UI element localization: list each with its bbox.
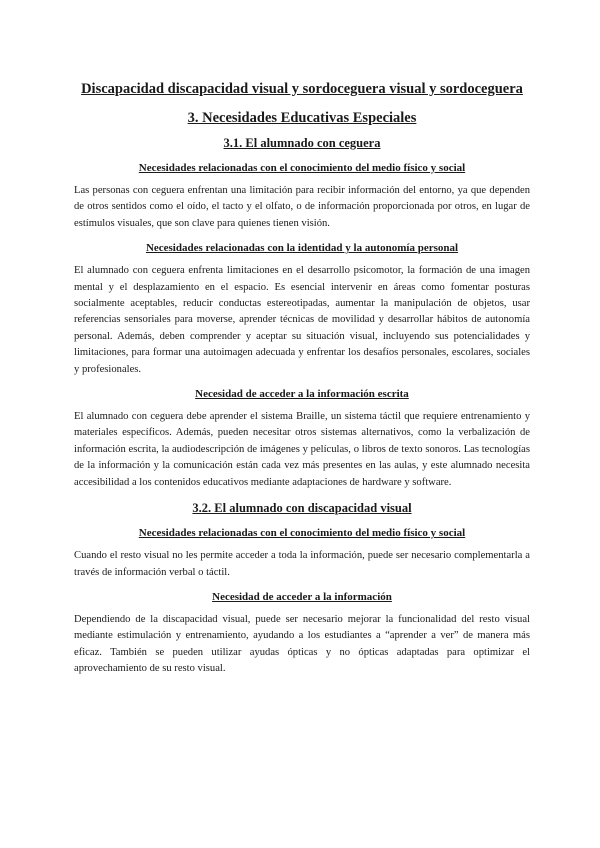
block-heading-identity: Necesidades relacionadas con la identidad y la autonomía personal: [145, 242, 459, 255]
document-page: [74, 78, 530, 686]
block-heading-environment-2: Necesidades relacionadas con el conocimiento del medio físico y social: [138, 527, 466, 540]
block-heading-environment: Necesidades relacionadas con el conocimiento del medio físico y social: [138, 162, 466, 174]
block-heading-info-access: Necesidad de acceder a la información: [212, 590, 392, 603]
section-title: 3. Necesidades Educativas Especiales: [187, 110, 417, 126]
subsection-title-visual-impairment: 3.2. El alumnado con discapacidad visual: [192, 501, 412, 516]
paragraph-written-info: El alumnado con ceguera debe aprender el sistema Braille, un sistema táctil que requiere entrenamiento y materiales específicos. Además, pueden necesitar otros sistemas alternativos, como la verbalización de información escrita, la audiodescripción de imágenes y películas, o libros de texto sonoros. Las tecnologías de la información y la comunicación están cada vez más presentes en las aulas, y este alumnado necesita accesibilidad a los contenidos educativos mediante adaptaciones de hardware y software.: [74, 411, 530, 488]
document-title: Discapacidad discapacidad visual y sordoceguera visual y sordoceguera: [81, 81, 523, 97]
paragraph-environment-2: Cuando el resto visual no les permite acceder a toda la información, puede ser necesario complementarla a través de información verbal o táctil.: [74, 550, 530, 578]
block-heading-written-info: Necesidad de acceder a la información escrita: [195, 388, 409, 401]
paragraph-identity: El alumnado con ceguera enfrenta limitaciones en el desarrollo psicomotor, la formación de una imagen mental y el desplazamiento en el espacio. Es esencial intervenir en áreas como fomentar posturas socialmente aceptables, reducir conductas estereotipadas, aumentar la manipulación de objetos, usar referencias sensoriales para moverse, aprender técnicas de movilidad y desarrollar hábitos de autonomía personal. Además, deben comprender y aceptar su situación visual, incluyendo sus potencialidades y limitaciones, para formar una autoimagen adecuada y enfrentar los desafíos personales, escolares, sociales y profesionales.: [74, 265, 530, 375]
paragraph-info-access: Dependiendo de la discapacidad visual, puede ser necesario mejorar la funcionalidad del resto visual mediante estimulación y entrenamiento, ayudando a los estudiantes a “aprender a ver” de manera más eficaz. También se pueden utilizar ayudas ópticas y no ópticas adaptadas para optimizar el aprovechamiento de su resto visual.: [74, 613, 530, 675]
subsection-title-blindness: 3.1. El alumnado con ceguera: [223, 136, 381, 150]
paragraph-environment: Las personas con ceguera enfrentan una limitación para recibir información del entorno, ya que dependen de otros sentidos como el oído, el tacto y el olfato, o de información proporcionada por otros, en lugar de estímulos visuales, que son clave para quienes tienen visión.: [74, 185, 530, 229]
